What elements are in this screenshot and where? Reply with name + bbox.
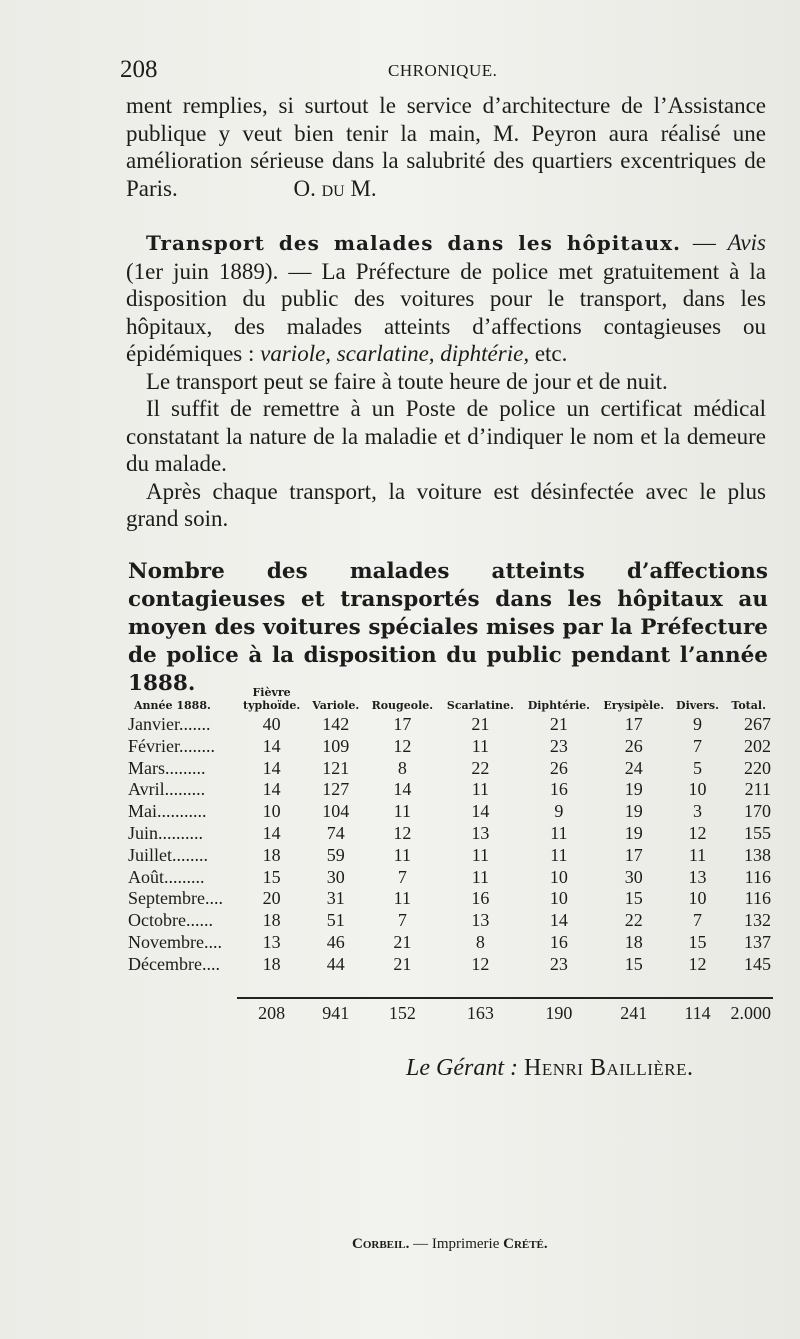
count-cell: 145: [744, 953, 771, 974]
count-cell: 19: [624, 801, 643, 822]
article-title: Transport des malades dans les hôpitaux.: [146, 231, 682, 255]
count-cell: 18: [262, 953, 281, 974]
count-cell: 12: [688, 822, 707, 843]
count-cell: 14: [262, 779, 281, 800]
count-cell: 11: [471, 735, 490, 756]
count-cell: 11: [471, 866, 490, 887]
count-cell: 10: [688, 779, 707, 800]
table-row: [128, 867, 773, 889]
count-cell: 11: [393, 888, 412, 909]
table-row: [128, 954, 773, 976]
count-cell: 9: [554, 801, 564, 822]
count-cell: 211: [744, 779, 771, 800]
imprint-sep: — Imprimerie: [409, 1236, 504, 1252]
count-cell: 26: [549, 757, 568, 778]
count-cell: 15: [624, 888, 643, 909]
month-cell: Juillet........: [128, 844, 208, 865]
count-cell: 7: [397, 910, 407, 931]
month-cell: Juin..........: [128, 822, 204, 843]
count-cell: 12: [393, 735, 412, 756]
count-cell: 31: [326, 888, 345, 909]
total-cell: 190: [521, 998, 597, 1025]
month-cell: Août.........: [128, 866, 205, 887]
count-cell: 22: [624, 910, 643, 931]
count-cell: 116: [744, 866, 771, 887]
gerant-label: Le Gérant :: [406, 1055, 524, 1081]
table-row: [128, 758, 773, 780]
count-cell: 11: [471, 844, 490, 865]
count-cell: 30: [624, 866, 643, 887]
count-cell: 14: [393, 779, 412, 800]
table-row: [128, 888, 773, 910]
table-row: [128, 823, 773, 845]
count-cell: 10: [549, 888, 568, 909]
count-cell: 104: [322, 801, 350, 822]
count-cell: 44: [326, 953, 345, 974]
count-cell: 267: [744, 714, 771, 734]
month-cell: Décembre....: [128, 953, 220, 974]
count-cell: 13: [262, 931, 281, 952]
count-cell: 137: [744, 931, 771, 952]
count-cell: 30: [326, 866, 345, 887]
count-cell: 24: [624, 757, 643, 778]
total-cell: 208: [237, 998, 307, 1025]
count-cell: 26: [624, 735, 643, 756]
count-cell: 170: [744, 801, 771, 822]
count-cell: 18: [624, 931, 643, 952]
count-cell: 17: [624, 844, 643, 865]
count-cell: 7: [693, 735, 702, 756]
header-rougeole: Rougeole.: [371, 699, 434, 712]
count-cell: 12: [393, 822, 412, 843]
transport-text: La Préfecture de police met gratuitement à la disposition du public des voitures pour le transport, dans les hôpitaux, des malades atteints d’affections contagieuses ou épidémiques :: [126, 258, 766, 366]
count-cell: 12: [688, 953, 707, 974]
header-variole: Variole.: [312, 699, 360, 712]
count-cell: 8: [475, 931, 485, 952]
disease-list: variole, scarlatine, diphtérie,: [260, 341, 530, 366]
count-cell: 14: [262, 822, 281, 843]
count-cell: 142: [322, 714, 350, 734]
count-cell: 9: [693, 714, 702, 734]
count-cell: 19: [624, 822, 643, 843]
count-cell: 116: [744, 888, 771, 909]
imprint-printer: Crété.: [503, 1236, 548, 1252]
count-cell: 18: [262, 910, 281, 931]
count-cell: 21: [471, 714, 490, 734]
paragraph-disinfection: Après chaque transport, la voiture est désinfectée avec le plus grand soin.: [126, 478, 766, 531]
total-cell: 2.000: [724, 998, 773, 1025]
table-row: [128, 910, 773, 932]
transport-text-end: etc.: [529, 341, 568, 366]
count-cell: 51: [326, 910, 345, 931]
count-cell: 10: [262, 801, 281, 822]
count-cell: 109: [322, 735, 350, 756]
total-cell: 241: [597, 998, 671, 1025]
header-scarlatine: Scarlatine.: [446, 699, 514, 712]
count-cell: 132: [744, 910, 771, 931]
page-number: 208: [120, 56, 158, 83]
month-cell: Février........: [128, 735, 215, 756]
avis-label: Avis: [727, 230, 766, 255]
count-cell: 23: [549, 735, 568, 756]
month-cell: Mai...........: [128, 801, 207, 822]
count-cell: 16: [471, 888, 490, 909]
count-cell: 14: [549, 910, 568, 931]
table-row: [128, 779, 773, 801]
running-title: CHRONIQUE.: [388, 61, 498, 80]
count-cell: 11: [471, 779, 490, 800]
paragraph-architecture: [126, 92, 766, 202]
count-cell: 23: [549, 953, 568, 974]
total-cell: [128, 998, 237, 1025]
imprint-city: Corbeil.: [352, 1236, 410, 1252]
count-cell: 15: [262, 866, 281, 887]
count-cell: 21: [393, 931, 412, 952]
header-year: Année 1888.: [134, 699, 211, 712]
count-cell: 19: [624, 779, 643, 800]
table-row: [128, 714, 773, 736]
count-cell: 17: [624, 714, 643, 734]
count-cell: 18: [262, 844, 281, 865]
table-row: [128, 932, 773, 954]
count-cell: 59: [326, 844, 345, 865]
count-cell: 11: [688, 844, 707, 865]
count-cell: 11: [393, 844, 412, 865]
count-cell: 13: [688, 866, 707, 887]
count-cell: 21: [393, 953, 412, 974]
count-cell: 12: [471, 953, 490, 974]
count-cell: 202: [744, 735, 771, 756]
total-cell: 114: [671, 998, 725, 1025]
title-dash: —: [681, 230, 728, 255]
table-row: [128, 845, 773, 867]
total-cell: 941: [307, 998, 365, 1025]
count-cell: 13: [471, 822, 490, 843]
page-header: [120, 56, 760, 90]
total-cell: 152: [365, 998, 440, 1025]
avis-date: (1er juin 1889). —: [126, 258, 322, 284]
count-cell: 14: [262, 757, 281, 778]
count-cell: 14: [262, 735, 281, 756]
count-cell: 3: [693, 801, 702, 822]
count-cell: 5: [693, 757, 702, 778]
count-cell: 21: [549, 714, 568, 734]
header-total: Total.: [731, 699, 766, 712]
month-cell: Janvier.......: [128, 714, 211, 734]
count-cell: 11: [393, 801, 412, 822]
header-divers: Divers.: [676, 699, 719, 712]
totals-row: [128, 998, 773, 1025]
statistics-table: [128, 686, 773, 1025]
paragraph-text: ment remplies, si surtout le service d’architecture de l’Assistance publique y veut bien tenir la main, M. Peyron aura réalisé une amélioration sérieuse dans la salubrité des quartiers excentriques de Paris.: [126, 93, 766, 201]
count-cell: 20: [262, 888, 281, 909]
header-typhoid: Fièvre typhoïde.: [243, 686, 301, 712]
count-cell: 220: [744, 757, 771, 778]
count-cell: 121: [322, 757, 350, 778]
paragraph-certificate: Il suffit de remettre à un Poste de police un certificat médical constatant la nature de la maladie et d’indiquer le nom et la demeure du malade.: [126, 396, 766, 476]
count-cell: 8: [397, 757, 407, 778]
table-heading: Nombre des malades atteints d’affections contagieuses et transportés dans les hôpitaux au moyen des voitures spéciales mises par la Préfecture de police à la disposition du public pendant l’année 1888.: [128, 559, 768, 696]
month-cell: Novembre....: [128, 931, 222, 952]
count-cell: 40: [262, 714, 281, 734]
table-row: [128, 801, 773, 823]
count-cell: 7: [397, 866, 407, 887]
count-cell: 16: [549, 779, 568, 800]
count-cell: 16: [549, 931, 568, 952]
count-cell: 11: [550, 844, 568, 865]
month-cell: Avril.........: [128, 779, 206, 800]
author-signature: O. du M.: [293, 175, 377, 201]
header-erysipele: Erysipèle.: [603, 699, 665, 712]
count-cell: 15: [624, 953, 643, 974]
table-row: [128, 736, 773, 758]
printer-imprint: [352, 1236, 548, 1253]
count-cell: 17: [393, 714, 412, 734]
table-header-row: [128, 686, 773, 714]
count-cell: 46: [326, 931, 345, 952]
count-cell: 127: [322, 779, 350, 800]
month-cell: Mars.........: [128, 757, 206, 778]
count-cell: 74: [326, 822, 345, 843]
count-cell: 13: [471, 910, 490, 931]
count-cell: 15: [688, 931, 707, 952]
total-cell: 163: [440, 998, 521, 1025]
header-diphterie: Diphtérie.: [527, 699, 590, 712]
paragraph-hours: Le transport peut se faire à toute heure de jour et de nuit.: [146, 368, 668, 394]
count-cell: 155: [744, 822, 771, 843]
count-cell: 14: [471, 801, 490, 822]
month-cell: Septembre....: [128, 888, 223, 909]
count-cell: 7: [693, 910, 702, 931]
count-cell: 22: [471, 757, 490, 778]
month-cell: Octobre......: [128, 910, 213, 931]
count-cell: 10: [688, 888, 707, 909]
count-cell: 138: [744, 844, 771, 865]
count-cell: 10: [549, 866, 568, 887]
paragraph-transport: [126, 229, 766, 533]
gerant-name: Henri Baillière.: [523, 1055, 694, 1081]
gerant-signature: [406, 1055, 693, 1082]
count-cell: 11: [550, 822, 568, 843]
